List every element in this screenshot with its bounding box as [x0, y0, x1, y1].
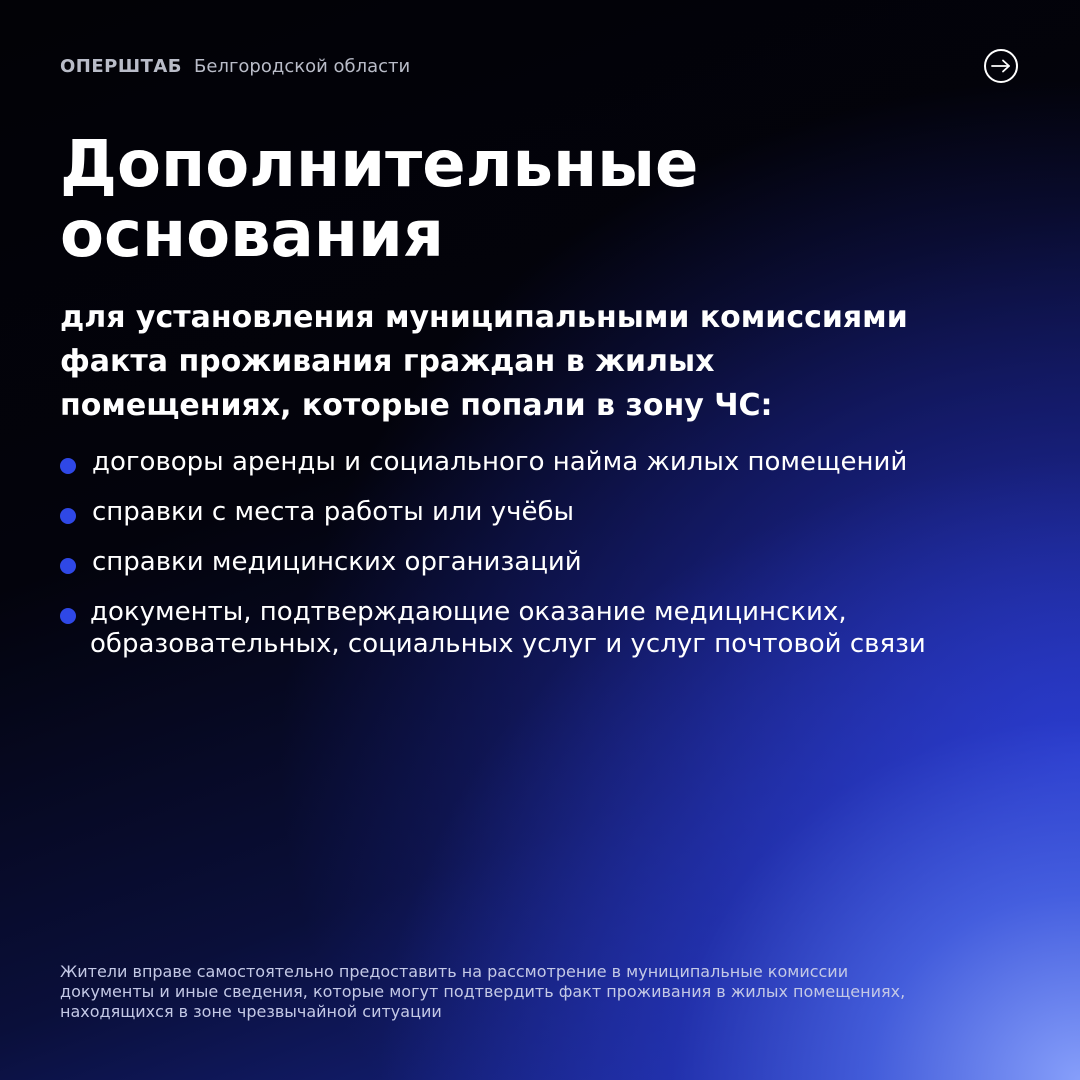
- title-line-2: основания: [60, 198, 444, 272]
- bullet-dot-icon: [60, 608, 76, 624]
- footnote-line-3: находящихся в зоне чрезвычайной ситуации: [60, 1002, 442, 1021]
- bullet-dot-icon: [60, 508, 76, 524]
- bullet-dot-icon: [60, 558, 76, 574]
- bullet-list: [60, 446, 1020, 678]
- header: [60, 56, 410, 80]
- list-item: [60, 596, 1020, 660]
- arrow-right-icon: [991, 59, 1011, 73]
- footnote-line-2: документы и иные сведения, которые могут подтвердить факт проживания в жилых помещениях,: [60, 982, 906, 1001]
- page-title: [60, 130, 1020, 270]
- subtitle-line-2: факта проживания граждан в жилых: [60, 344, 715, 379]
- list-item-text-line-1: документы, подтверждающие оказание медицинских,: [90, 597, 847, 627]
- bullet-dot-icon: [60, 458, 76, 474]
- list-item-text-line-2: образовательных, социальных услуг и услуг почтовой связи: [90, 629, 926, 659]
- list-item: [60, 496, 1020, 528]
- footnote-line-1: Жители вправе самостоятельно предоставить на рассмотрение в муниципальные комиссии: [60, 962, 849, 981]
- brand-region: Белгородской области: [194, 56, 411, 77]
- next-button[interactable]: [984, 49, 1018, 83]
- list-item-text: договоры аренды и социального найма жилых помещений: [92, 447, 908, 477]
- title-line-1: Дополнительные: [60, 128, 699, 202]
- brand-name: ОПЕРШТАБ: [60, 56, 183, 77]
- subtitle-line-3: помещениях, которые попали в зону ЧС:: [60, 388, 773, 423]
- list-item: [60, 546, 1020, 578]
- list-item-text: справки с места работы или учёбы: [92, 497, 575, 527]
- list-item: [60, 446, 1020, 478]
- subtitle: [60, 296, 1020, 428]
- footnote: [60, 962, 1020, 1022]
- subtitle-line-1: для установления муниципальными комиссиями: [60, 300, 908, 335]
- list-item-text: справки медицинских организаций: [92, 547, 582, 577]
